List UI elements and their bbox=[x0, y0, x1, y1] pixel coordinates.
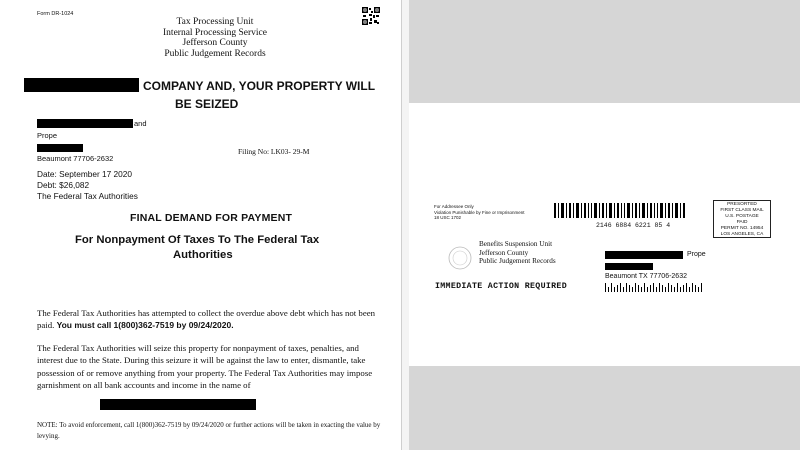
return-address-line: Benefits Suspension Unit bbox=[479, 240, 553, 248]
subtitle-line-2: Authorities bbox=[173, 249, 233, 261]
paragraph-2 bbox=[37, 342, 382, 391]
tracking-barcode bbox=[554, 203, 686, 218]
background-top bbox=[409, 0, 800, 103]
postal-barcode bbox=[605, 283, 705, 292]
mail-warning-line: 18 USC 1702 bbox=[434, 215, 462, 220]
agency-line: Tax Processing Unit bbox=[176, 17, 254, 27]
recipient-prope: Prope bbox=[687, 251, 706, 258]
barcode-number: 2146 6884 6221 85 4 bbox=[596, 222, 671, 229]
agency-line: Jefferson County bbox=[182, 38, 248, 48]
agency-line: Internal Processing Service bbox=[163, 27, 267, 38]
postage-indicia bbox=[713, 200, 771, 238]
postage-line: PRESORTED bbox=[727, 202, 757, 207]
redaction-bar bbox=[100, 399, 256, 410]
address-city: Beaumont 77706-2632 bbox=[37, 154, 114, 163]
mail-warning-line: For Addressee Only bbox=[434, 204, 474, 209]
postage-line: PAID bbox=[736, 220, 748, 225]
mail-warning-line: Violation Punishable by Fine or Imprisonment bbox=[434, 209, 525, 215]
note bbox=[37, 420, 382, 441]
qr-code-icon bbox=[362, 7, 380, 25]
agency-line: Public Judgement Records bbox=[164, 48, 266, 59]
return-address bbox=[479, 240, 556, 266]
demand-title: FINAL DEMAND FOR PAYMENT bbox=[130, 212, 293, 224]
return-address-line: Jefferson County bbox=[479, 248, 529, 257]
postage-line: LOS ANGELES, CA bbox=[720, 232, 764, 237]
background-bottom bbox=[409, 366, 800, 450]
postage-line: U.S. POSTAGE bbox=[725, 214, 759, 219]
headline-line-2: BE SEIZED bbox=[175, 97, 239, 111]
immediate-action-label: IMMEDIATE ACTION REQUIRED bbox=[435, 282, 567, 291]
redaction-bar bbox=[37, 119, 133, 128]
address-prope: Prope bbox=[37, 131, 58, 140]
mail-warning bbox=[434, 204, 524, 221]
redaction-bar bbox=[605, 251, 683, 259]
redaction-bar bbox=[37, 144, 83, 152]
redaction-bar bbox=[24, 78, 139, 92]
paragraph-1 bbox=[37, 307, 382, 332]
date-line: Date: September 17 2020 bbox=[37, 169, 133, 179]
redaction-bar bbox=[605, 263, 653, 270]
seal-icon bbox=[447, 245, 473, 271]
envelope bbox=[409, 103, 800, 366]
subtitle-line-1: For Nonpayment Of Taxes To The Federal Tax bbox=[75, 234, 320, 246]
address-and: and bbox=[134, 119, 147, 128]
recipient-city: Beaumont TX 77706-2632 bbox=[605, 273, 687, 280]
debt-line: Debt: $26,082 bbox=[37, 180, 90, 190]
note-text: NOTE: To avoid enforcement, call 1(800)362-7519 by 09/24/2020 or further actions will be taken in exacting the value by levying. bbox=[37, 421, 381, 440]
agency-header bbox=[140, 17, 290, 59]
paragraph-2-text: The Federal Tax Authorities will seize this property for nonpayment of taxes, penalties, and interest due to the State. During this seizure it will be against the law to enter, dismantle, take possession of or remove anything from your property. The Federal Tax Authorities may impose garnishment on all bank accounts and income in the name of bbox=[37, 343, 373, 390]
postage-line: PERMIT NO. 14954 bbox=[720, 226, 764, 231]
headline-line-1: COMPANY AND, YOUR PROPERTY WILL bbox=[143, 79, 376, 93]
authority-line: The Federal Tax Authorities bbox=[37, 191, 138, 201]
filing-number: Filing No: LK03- 29-M bbox=[238, 147, 310, 156]
postage-line: FIRST CLASS MAIL bbox=[720, 208, 764, 213]
call-deadline: You must call 1(800)362-7519 by 09/24/2020. bbox=[56, 320, 234, 331]
paragraph-1-text: The Federal Tax Authorities has attempted to collect the overdue above debt which has not been paid. bbox=[37, 308, 376, 331]
return-address-line: Public Judgement Records bbox=[479, 257, 556, 266]
form-number: Form DR-1024 bbox=[37, 11, 74, 17]
